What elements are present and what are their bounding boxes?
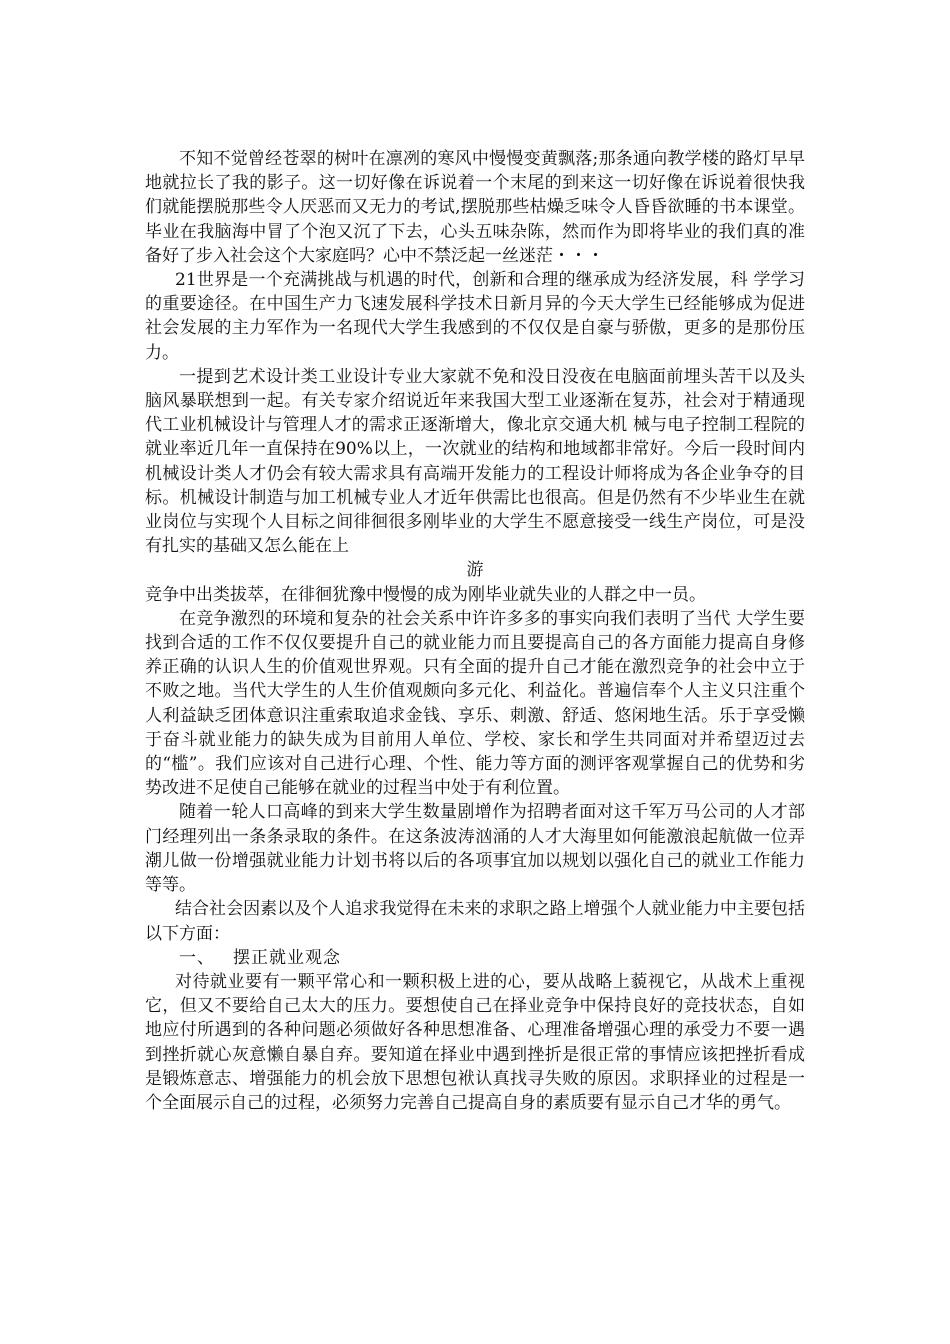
paragraph-continuation: 竞争中出类拔萃，在徘徊犹豫中慢慢的成为刚毕业就失业的人群之中一员。 — [145, 584, 706, 605]
paragraph-employment-attitude: 对待就业要有一颗平常心和一颗积极上进的心，要从战略上藐视它，从战术上重视它，但又不要给自己太大的压力。要想使自己在择业竞争中保持良好的竞技状态，自如地应付所遇到的各种问题必须做好各种思想准备、心理准备增强心理的承受力不要一遇到挫折就心灰意懒自暴自弃。要知道在择业中遇到挫折是很正常的事情应该把挫折看成是锻炼意志、增强能力的机会放下思想包袱认真找寻失败的原因。求职择业的过程是一个全面展示自己的过程，必须努力完善自己提高自身的素质要有显示自己才华的勇气。 — [145, 971, 805, 1113]
paragraph-intro: 不知不觉曾经苍翠的树叶在凛冽的寒风中慢慢变黄飘落;那条通向教学楼的路灯早早地就拉长了我的影子。这一切好像在诉说着一个末尾的到来这一切好像在诉说着很快我们就能摆脱那些令人厌恶而又无力的考试,摆脱那些枯燥乏味令人昏昏欲睡的书本课堂。毕业在我脑海中冒了个泡又沉了下去，心头五味杂陈，然而作为即将毕业的我们真的准备好了步入社会这个大家庭吗？心中不禁泛起一丝迷茫・・・ — [145, 149, 805, 266]
paragraph-recruitment: 随着一轮人口高峰的到来大学生数量剧增作为招聘者面对这千军万马公司的人才部门经理列出一条条录取的条件。在这条波涛汹涌的人才大海里如何能激浪起航做一位弄潮儿做一份增强就业能力计划书将以后的各项事宜加以规划以强化自己的就业工作能力等等。 — [145, 802, 805, 896]
section-heading — [145, 946, 805, 970]
paragraph-competition: 在竞争激烈的环境和复杂的社会关系中许许多多的事实向我们表明了当代 大学生要找到合适的工作不仅仅要提升自己的就业能力而且要提高自己的各方面能力提高自身修养正确的认识人生的价值观世界观。只有全面的提升自己才能在激烈竞争的社会中立于不败之地。当代大学生的人生价值观颇向多元化、利益化。普遍信奉个人主义只注重个人利益缺乏团体意识注重索取追求金钱、享乐、刺激、舒适、悠闲地生活。乐于享受懒于奋斗就业能力的缺失成为目前用人单位、学校、家长和学生共同面对并希望迈过去的“槛”。我们应该对自己进行心理、个性、能力等方面的测评客观掌握自己的优势和劣势改进不足使自己能够在就业的过程当中处于有利位置。 — [145, 608, 805, 799]
paragraph-summary: 结合社会因素以及个人追求我觉得在未来的求职之路上增强个人就业能力中主要包括以下方面： — [145, 899, 805, 944]
paragraph-century: 21世界是一个充满挑战与机遇的时代，创新和合理的继承成为经济发展，科 学学习的重要途径。在中国生产力飞速发展科学技术日新月异的今天大学生已经能够成为促进社会发展的主力军作为一名现代大学生我感到的不仅仅是自豪与骄傲，更多的是那份压力。 — [145, 270, 805, 363]
paragraph-centered-fragment: 游 — [466, 560, 484, 581]
section-title: 摆正就业观念 — [233, 947, 341, 968]
document-body — [145, 147, 805, 1115]
paragraph-industrial-design: 一提到艺术设计类工业设计专业大家就不免和没日没夜在电脑面前埋头苦干以及头脑风暴联想到一起。有关专家介绍说近年来我国大型工业逐渐在复苏，社会对于精通现代工业机械设计与管理人才的需求正逐渐增大，像北京交通大机 械与电子控制工程院的就业率近几年一直保持在90%以上，一次就业的结构和地域都非常好。今后一段时间内机械设计类人才仍会有较大需求具有高端开发能力的工程设计师将成为各企业争夺的目标。机械设计制造与加工机械专业人才近年供需比也很高。但是仍然有不少毕业生在就业岗位与实现个人目标之间徘徊很多刚毕业的大学生不愿意接受一线生产岗位，可是没有扎实的基础又怎么能在上 — [145, 366, 805, 557]
section-number: 一、 — [179, 947, 215, 968]
